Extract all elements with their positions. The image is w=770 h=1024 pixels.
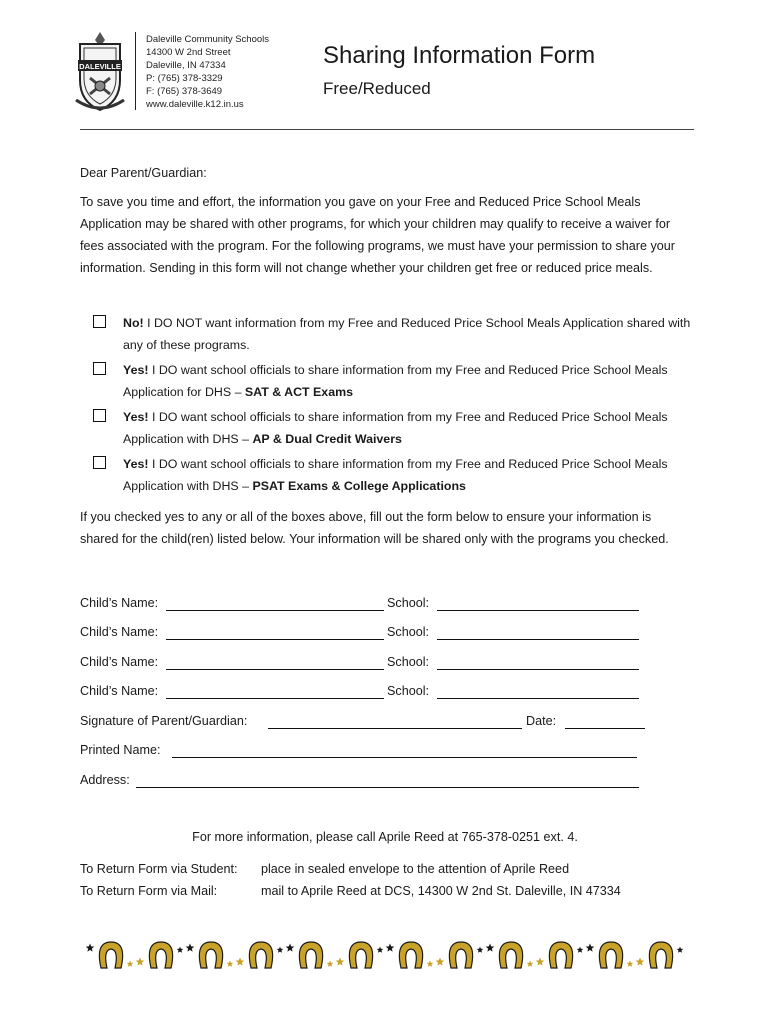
- option-text: I DO want school officials to share information from my Free and Reduced Price School Meals Application for DHS –: [123, 363, 668, 399]
- child-name-label: Child’s Name:: [80, 655, 159, 669]
- school-phone: P: (765) 378-3329: [146, 73, 223, 84]
- form-subtitle: Free/Reduced: [323, 79, 431, 98]
- school-label: School:: [387, 684, 430, 698]
- school-input[interactable]: [437, 698, 639, 699]
- option-program: SAT & ACT Exams: [244, 385, 354, 399]
- option-text: I DO NOT want information from my Free and Reduced Price School Meals Application shared with any of these programs.: [123, 316, 691, 352]
- star-icon: [536, 958, 545, 966]
- star-icon: [427, 961, 434, 967]
- child-name-label: Child’s Name:: [80, 625, 159, 639]
- intro-paragraph: To save you time and effort, the information you gave on your Free and Reduced Price School Meals Application may be shared with other programs, for which your children may qualify to receive a waiver for fees associated with the program. For the following programs, we must have your permission to share your information. Sending in this form will not change whether your children get free or reduced price meals.: [80, 195, 675, 275]
- star-icon: [236, 958, 245, 966]
- star-icon: [86, 944, 94, 952]
- date-input[interactable]: [565, 728, 645, 729]
- child-name-input[interactable]: [166, 698, 384, 699]
- logo-wordmark: DALEVILLE: [79, 62, 121, 71]
- option-lead: No!: [123, 316, 144, 330]
- header-rule: [80, 129, 694, 130]
- signature-input[interactable]: [268, 728, 522, 729]
- star-icon: [527, 961, 534, 967]
- horseshoe-icon: [499, 942, 522, 968]
- star-icon: [577, 947, 584, 953]
- school-fax: F: (765) 378-3649: [146, 86, 223, 97]
- horseshoe-icon: [149, 942, 172, 968]
- horseshoe-icon: [299, 942, 322, 968]
- school-label: School:: [387, 655, 430, 669]
- school-input[interactable]: [437, 610, 639, 611]
- star-icon: [636, 958, 645, 966]
- child-name-input[interactable]: [166, 669, 384, 670]
- school-input[interactable]: [437, 669, 639, 670]
- decorative-horseshoe-border: [86, 938, 686, 974]
- school-website: www.daleville.k12.in.us: [146, 99, 244, 110]
- return-student-label: To Return Form via Student:: [80, 862, 238, 876]
- return-student-value: place in sealed envelope to the attention of Aprile Reed: [261, 862, 570, 876]
- child-name-input[interactable]: [166, 639, 384, 640]
- option-text: I DO want school officials to share information from my Free and Reduced Price School Meals Application with DHS –: [123, 410, 668, 446]
- printed-name-label: Printed Name:: [80, 743, 161, 757]
- form-title: Sharing Information Form: [323, 42, 596, 69]
- star-icon: [627, 961, 634, 967]
- horseshoe-icon: [99, 942, 122, 968]
- star-icon: [336, 958, 345, 966]
- option-program: PSAT Exams & College Applications: [252, 479, 466, 493]
- star-icon: [136, 958, 145, 966]
- address-input[interactable]: [136, 787, 639, 788]
- address-label: Address:: [80, 773, 130, 787]
- signature-label: Signature of Parent/Guardian:: [80, 714, 248, 728]
- date-label: Date:: [526, 714, 557, 728]
- star-icon: [127, 961, 134, 967]
- horseshoe-icon: [399, 942, 422, 968]
- child-name-label: Child’s Name:: [80, 684, 159, 698]
- option-lead: Yes!: [123, 410, 149, 424]
- school-label: School:: [387, 596, 430, 610]
- option-lead: Yes!: [123, 363, 149, 377]
- star-icon: [227, 961, 234, 967]
- school-contact-block: [146, 33, 269, 111]
- school-label: School:: [387, 625, 430, 639]
- star-icon: [677, 947, 684, 953]
- header-divider: [135, 32, 136, 110]
- printed-name-input[interactable]: [172, 757, 637, 758]
- star-icon: [327, 961, 334, 967]
- star-icon: [286, 944, 295, 952]
- instructions-note: If you checked yes to any or all of the boxes above, fill out the form below to ensure your information is shared for the child(ren) listed below. Your information will be shared only with the programs you checked.: [80, 510, 669, 546]
- star-icon: [486, 944, 495, 952]
- contact-info-line: For more information, please call Aprile Reed at 765-378-0251 ext. 4.: [192, 830, 578, 844]
- school-input[interactable]: [437, 639, 639, 640]
- horseshoe-icon: [349, 942, 372, 968]
- horseshoe-icon: [249, 942, 272, 968]
- star-icon: [277, 947, 284, 953]
- star-icon: [186, 944, 195, 952]
- school-address-line1: 14300 W 2nd Street: [146, 47, 231, 58]
- option-lead: Yes!: [123, 457, 149, 471]
- star-icon: [177, 947, 184, 953]
- star-icon: [477, 947, 484, 953]
- star-icon: [436, 958, 445, 966]
- horseshoe-icon: [599, 942, 622, 968]
- child-name-label: Child’s Name:: [80, 596, 159, 610]
- school-address-line2: Daleville, IN 47334: [146, 60, 226, 71]
- greeting: Dear Parent/Guardian:: [80, 166, 207, 180]
- checkbox-sat-act[interactable]: [93, 362, 106, 375]
- return-mail-value: mail to Aprile Reed at DCS, 14300 W 2nd St. Daleville, IN 47334: [261, 884, 621, 898]
- star-icon: [377, 947, 384, 953]
- star-icon: [386, 944, 395, 952]
- horseshoe-icon: [449, 942, 472, 968]
- school-name: Daleville Community Schools: [146, 34, 270, 45]
- checkbox-psat-college[interactable]: [93, 456, 106, 469]
- horseshoe-icon: [549, 942, 572, 968]
- checkbox-no-share[interactable]: [93, 315, 106, 328]
- option-text: I DO want school officials to share information from my Free and Reduced Price School Meals Application with DHS –: [123, 457, 668, 493]
- option-program: AP & Dual Credit Waivers: [252, 432, 402, 446]
- checkbox-ap-dual-credit[interactable]: [93, 409, 106, 422]
- child-name-input[interactable]: [166, 610, 384, 611]
- horseshoe-icon: [649, 942, 672, 968]
- horseshoe-icon: [199, 942, 222, 968]
- star-icon: [586, 944, 595, 952]
- school-crest-logo: [72, 30, 128, 112]
- return-mail-label: To Return Form via Mail:: [80, 884, 218, 898]
